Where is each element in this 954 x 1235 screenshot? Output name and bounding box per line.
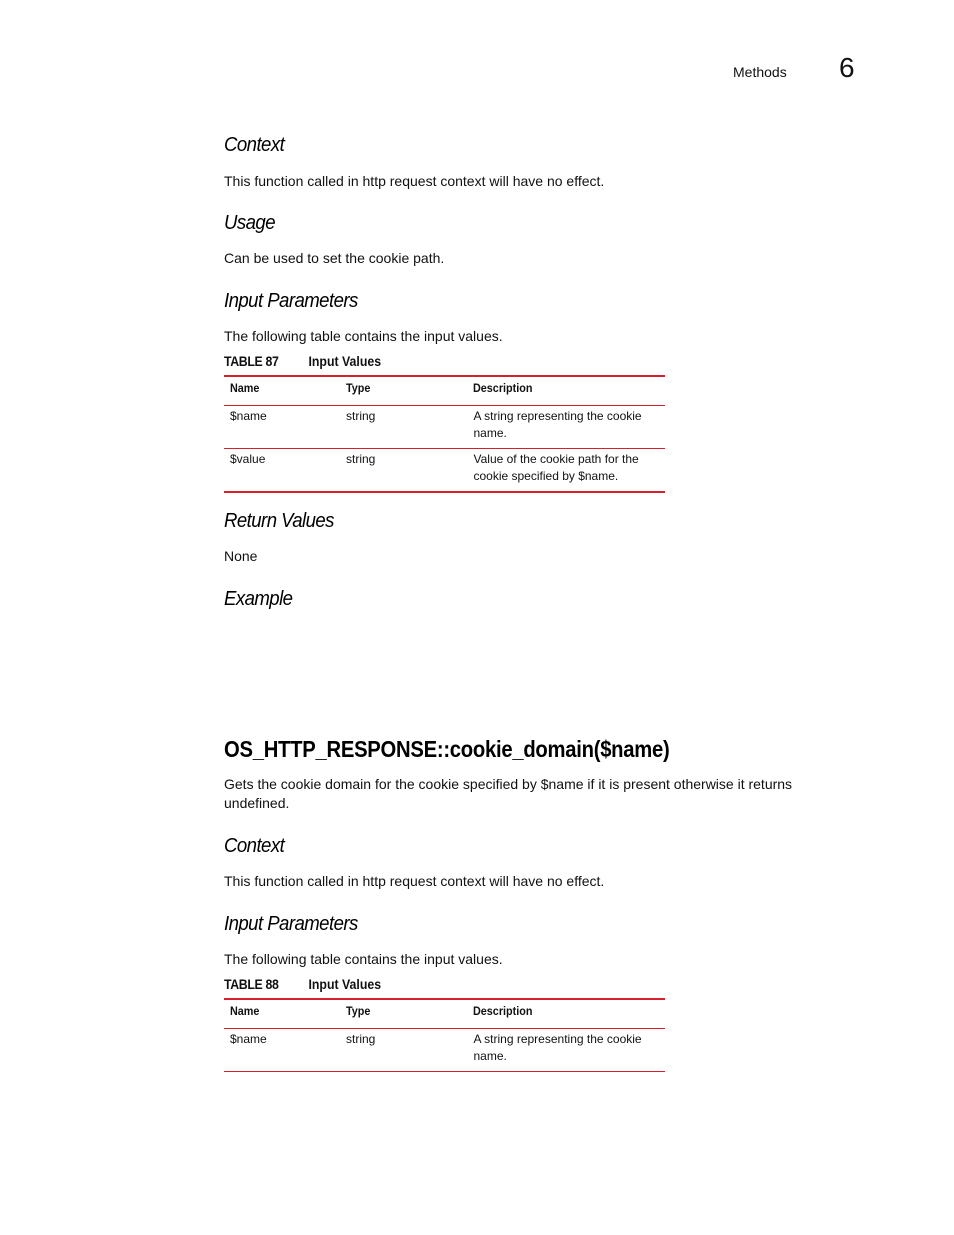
table-title: Input Values bbox=[308, 976, 382, 992]
input-parameters-intro: The following table contains the input values. bbox=[224, 951, 503, 967]
column-header-name: Name bbox=[224, 999, 340, 1029]
table-88-caption bbox=[224, 976, 382, 992]
context-text: This function called in http request context will have no effect. bbox=[224, 173, 605, 189]
cell-type: string bbox=[340, 1029, 467, 1072]
table-header-row bbox=[224, 999, 665, 1029]
table-label: TABLE 87 bbox=[224, 353, 279, 369]
cell-description: A string representing the cookie name. bbox=[467, 1029, 665, 1072]
column-header-type: Type bbox=[340, 999, 467, 1029]
input-parameters-heading: Input Parameters bbox=[224, 290, 358, 312]
return-values-heading: Return Values bbox=[224, 510, 334, 532]
cell-name: $name bbox=[224, 406, 340, 449]
cell-type: string bbox=[340, 449, 467, 493]
table-row bbox=[224, 449, 665, 493]
cell-type: string bbox=[340, 406, 467, 449]
running-header-section: Methods bbox=[733, 64, 787, 80]
column-header-description: Description bbox=[467, 376, 665, 406]
method-description: Gets the cookie domain for the cookie specified by $name if it is present otherwise it returns undefined. bbox=[224, 776, 793, 811]
usage-heading: Usage bbox=[224, 212, 275, 234]
context-heading: Context bbox=[224, 835, 285, 857]
table-label: TABLE 88 bbox=[224, 976, 279, 992]
cell-description: Value of the cookie path for the cookie specified by $name. bbox=[467, 449, 665, 493]
example-heading: Example bbox=[224, 588, 293, 610]
input-parameters-intro: The following table contains the input values. bbox=[224, 328, 503, 344]
cell-description: A string representing the cookie name. bbox=[467, 406, 665, 449]
table-row bbox=[224, 406, 665, 449]
column-header-name: Name bbox=[224, 376, 340, 406]
table-row bbox=[224, 1029, 665, 1072]
table-87-caption bbox=[224, 353, 382, 369]
table-header-row bbox=[224, 376, 665, 406]
cell-name: $name bbox=[224, 1029, 340, 1072]
input-parameters-heading: Input Parameters bbox=[224, 913, 358, 935]
column-header-description: Description bbox=[467, 999, 665, 1029]
context-text: This function called in http request context will have no effect. bbox=[224, 873, 605, 889]
chapter-number: 6 bbox=[839, 52, 855, 83]
return-values-text: None bbox=[224, 548, 258, 564]
cell-name: $value bbox=[224, 449, 340, 493]
context-heading: Context bbox=[224, 134, 285, 156]
table-87 bbox=[224, 375, 665, 493]
column-header-type: Type bbox=[340, 376, 467, 406]
method-title: OS_HTTP_RESPONSE::cookie_domain($name) bbox=[224, 736, 670, 762]
table-title: Input Values bbox=[308, 353, 382, 369]
usage-text: Can be used to set the cookie path. bbox=[224, 250, 445, 266]
table-88 bbox=[224, 998, 665, 1072]
